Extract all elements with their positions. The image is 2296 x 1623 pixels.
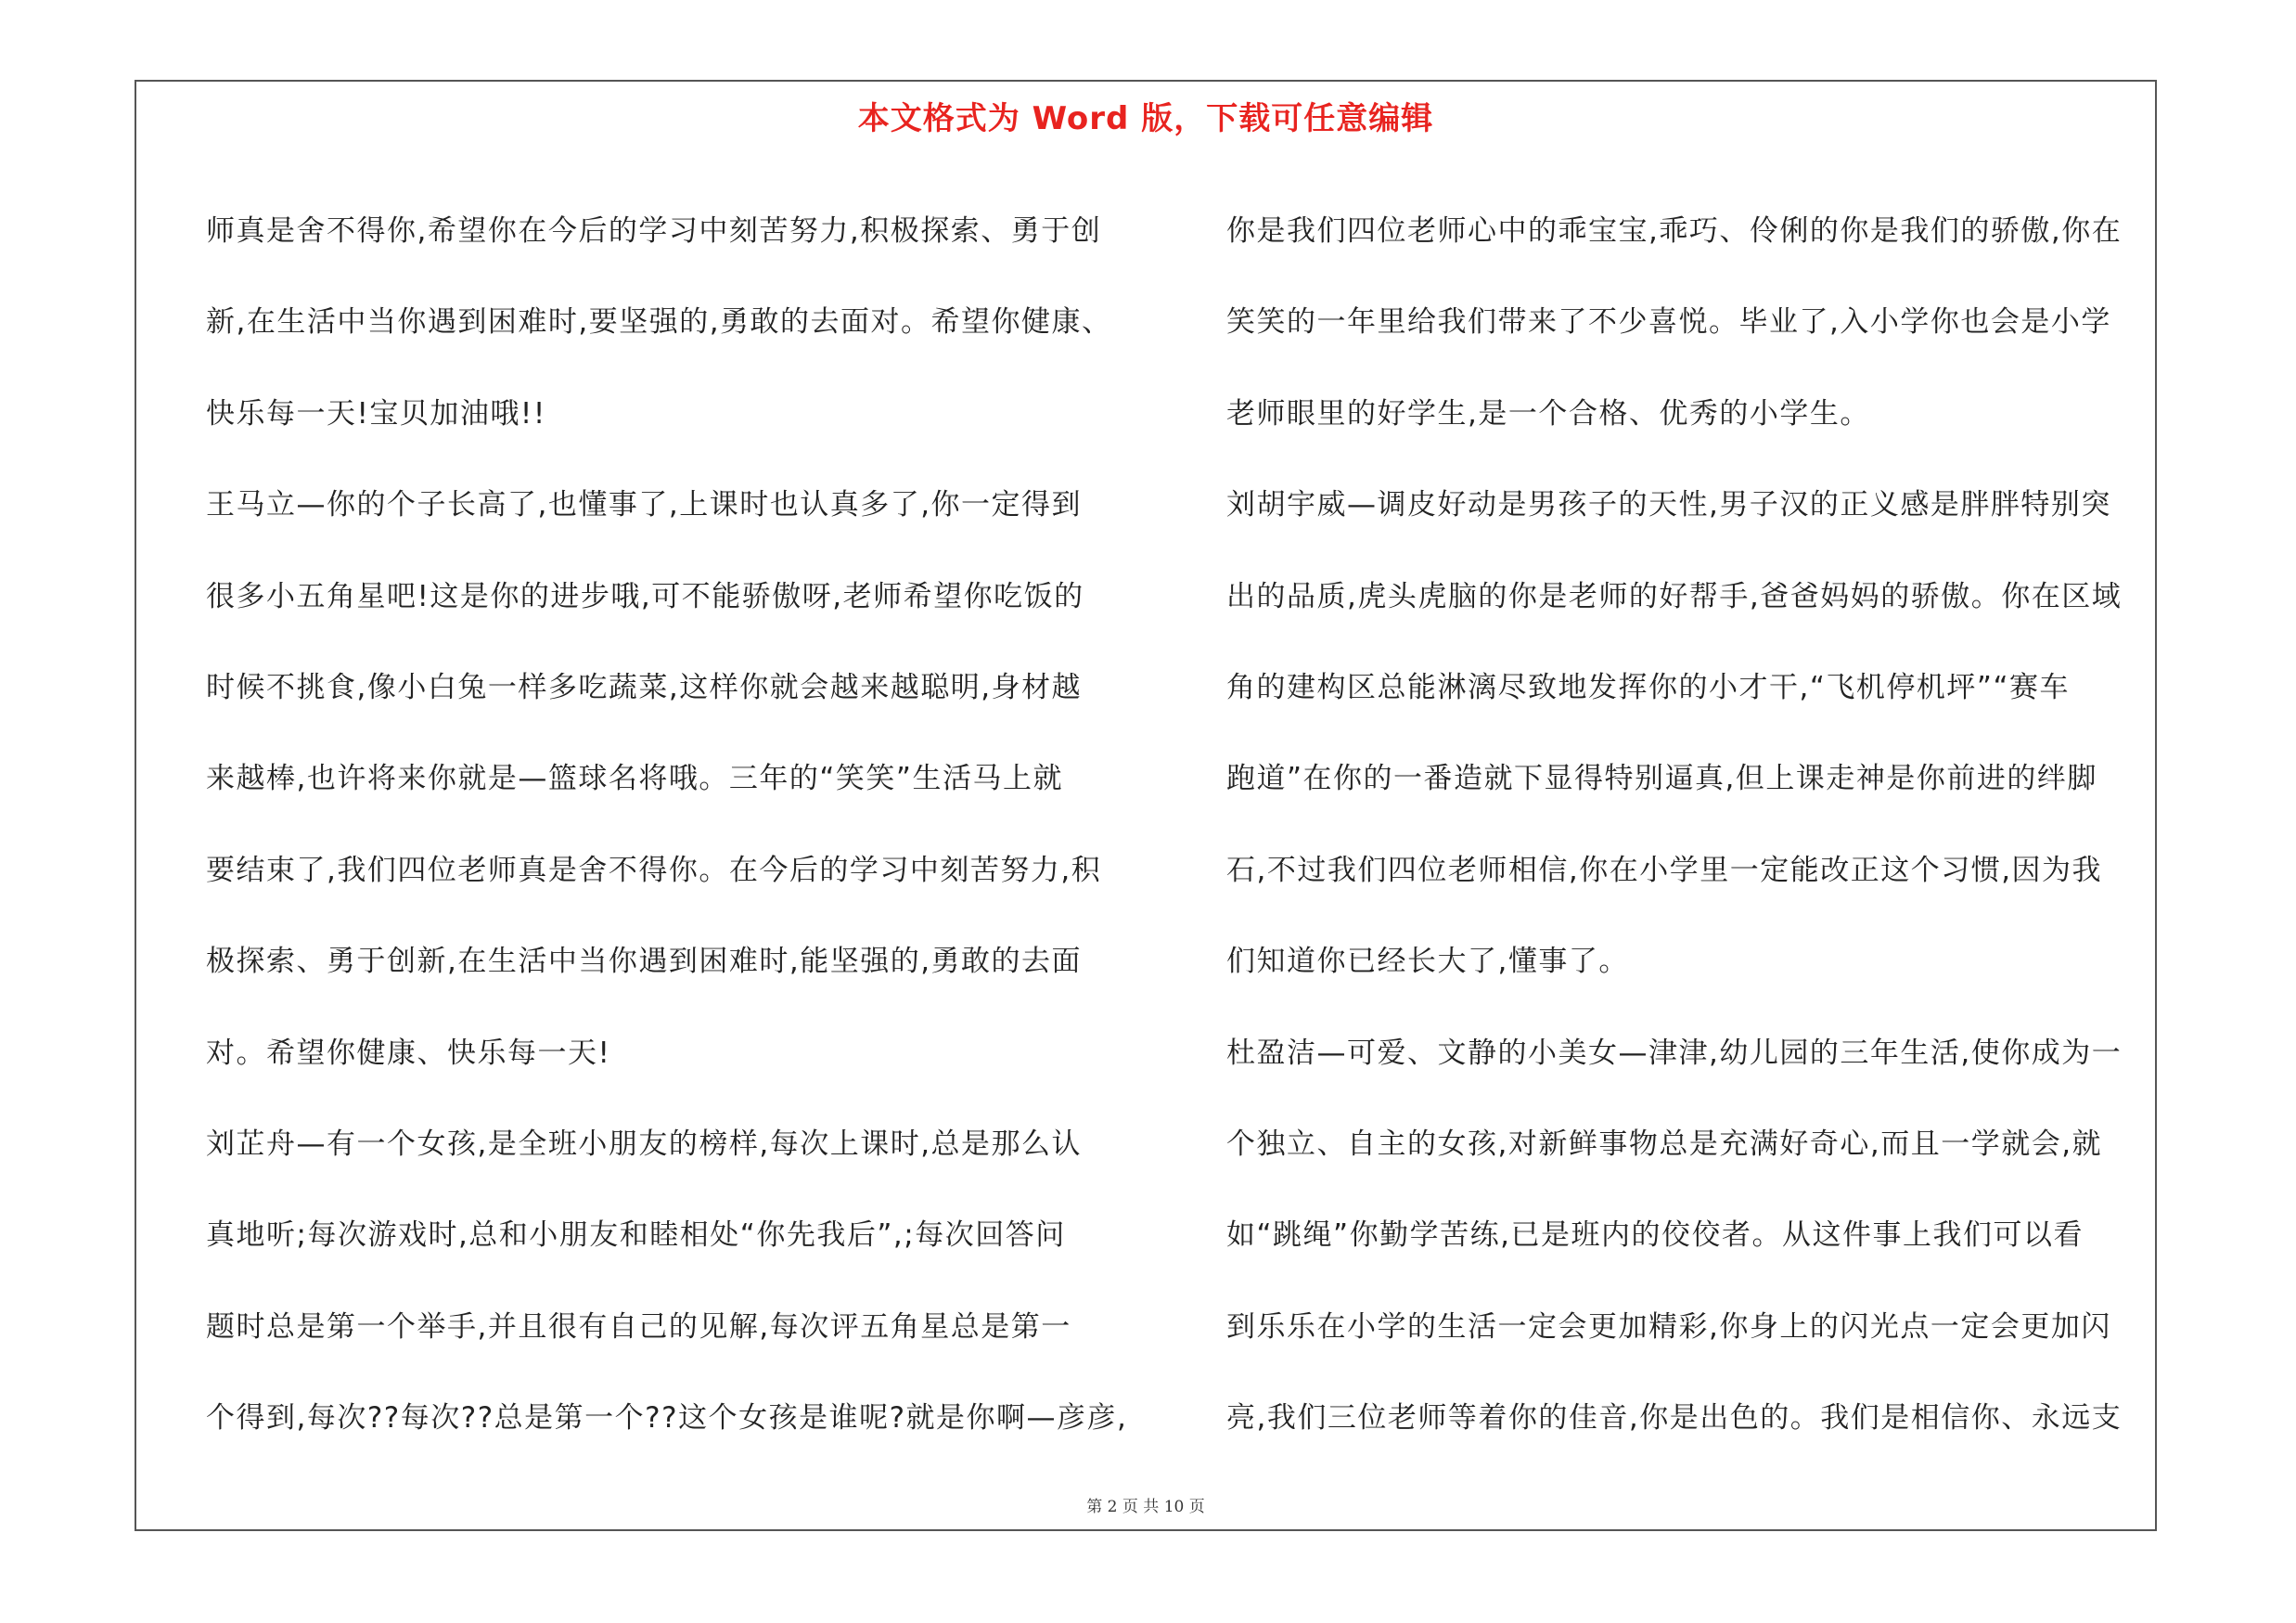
text-line: 很多小五角星吧!这是你的进步哦,可不能骄傲呀,老师希望你吃饭的 [206, 579, 1084, 613]
text-line: 你是我们四位老师心中的乖宝宝,乖巧、伶俐的你是我们的骄傲,你在 [1226, 214, 2123, 248]
text-line: 要结束了,我们四位老师真是舍不得你。在今后的学习中刻苦努力,积 [206, 853, 1102, 887]
text-line: 老师眼里的好学生,是一个合格、优秀的小学生。 [1226, 396, 1870, 431]
text-line: 王马立—你的个子长高了,也懂事了,上课时也认真多了,你一定得到 [206, 488, 1083, 522]
text-line: 个得到,每次??每次??总是第一个??这个女孩是谁呢?就是你啊—彦彦, [206, 1401, 1128, 1436]
text-line: 个独立、自主的女孩,对新鲜事物总是充满好奇心,而且一学就会,就 [1226, 1127, 2103, 1161]
text-line: 笑笑的一年里给我们带来了不少喜悦。毕业了,入小学你也会是小学 [1226, 305, 2111, 340]
text-line: 师真是舍不得你,希望你在今后的学习中刻苦努力,积极探索、勇于创 [206, 214, 1102, 248]
page-number-footer: 第 2 页 共 10 页 [1086, 1498, 1205, 1516]
text-line: 杜盈洁—可爱、文静的小美女—津津,幼儿园的三年生活,使你成为一 [1226, 1036, 2123, 1070]
right-column [1226, 186, 2154, 1463]
text-line: 来越棒,也许将来你就是—篮球名将哦。三年的“笑笑”生活马上就 [206, 762, 1063, 796]
text-line: 刘芷舟—有一个女孩,是全班小朋友的榜样,每次上课时,总是那么认 [206, 1127, 1083, 1161]
text-line: 刘胡宇威—调皮好动是男孩子的天性,男子汉的正义感是胖胖特别突 [1226, 488, 2111, 522]
text-line: 真地听;每次游戏时,总和小朋友和睦相处“你先我后”,;每次回答问 [206, 1218, 1066, 1253]
text-line: 极探索、勇于创新,在生活中当你遇到困难时,能坚强的,勇敢的去面 [206, 945, 1083, 979]
text-line: 对。希望你健康、快乐每一天! [206, 1036, 611, 1070]
text-line: 快乐每一天!宝贝加油哦!! [206, 396, 546, 431]
text-line: 跑道”在你的一番造就下显得特别逼真,但上课走神是你前进的绊脚 [1226, 762, 2097, 796]
text-line: 题时总是第一个举手,并且很有自己的见解,每次评五角星总是第一 [206, 1309, 1071, 1344]
text-line: 到乐乐在小学的生活一定会更加精彩,你身上的闪光点一定会更加闪 [1226, 1309, 2111, 1344]
text-line: 角的建构区总能淋漓尽致地发挥你的小才干,“飞机停机坪”“赛车 [1226, 670, 2071, 704]
text-line: 亮,我们三位老师等着你的佳音,你是出色的。我们是相信你、永远支 [1226, 1401, 2123, 1436]
left-column [206, 186, 1134, 1463]
text-line: 出的品质,虎头虎脑的你是老师的好帮手,爸爸妈妈的骄傲。你在区域 [1226, 579, 2123, 613]
text-line: 石,不过我们四位老师相信,你在小学里一定能改正这个习惯,因为我 [1226, 853, 2103, 887]
text-line: 新,在生活中当你遇到困难时,要坚强的,勇敢的去面对。希望你健康、 [206, 305, 1112, 340]
page-frame [135, 80, 2157, 1531]
text-line: 们知道你已经长大了,懂事了。 [1226, 945, 1629, 979]
header-banner: 本文格式为 Word 版，下载可任意编辑 [857, 100, 1434, 137]
text-line: 时候不挑食,像小白兔一样多吃蔬菜,这样你就会越来越聪明,身材越 [206, 670, 1083, 704]
text-line: 如“跳绳”你勤学苦练,已是班内的佼佼者。从这件事上我们可以看 [1226, 1218, 2084, 1253]
